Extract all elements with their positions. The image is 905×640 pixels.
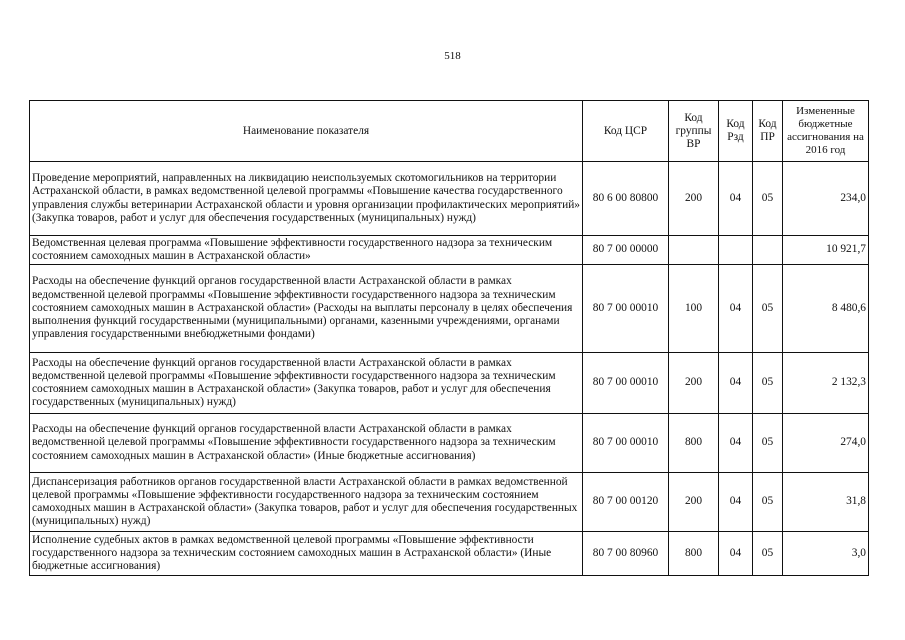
- row-rzd: 04: [719, 532, 753, 576]
- header-row: [30, 101, 869, 162]
- row-rzd: [719, 236, 753, 265]
- row-vr: 200: [669, 473, 719, 532]
- row-pr: 05: [753, 532, 783, 576]
- row-pr: 05: [753, 414, 783, 473]
- row-csr: 80 7 00 00010: [583, 265, 669, 353]
- row-vr: 800: [669, 532, 719, 576]
- row-csr: 80 7 00 00120: [583, 473, 669, 532]
- row-name: Расходы на обеспечение функций органов государственной власти Астраханской области в рамках ведомственной целевой программы «Повышение эффективности государственного надзора за техническим состоянием самоходных машин в Астраханской области» (Закупка товаров, работ и услуг для обеспечения государственных (муниципальных) нужд): [30, 353, 583, 414]
- row-name: Исполнение судебных актов в рамках ведомственной целевой программы «Повышение эффективности государственного надзора за техническим состоянием самоходных машин в Астраханской области» (Иные бюджетные ассигнования): [30, 532, 583, 576]
- budget-table: [29, 100, 869, 576]
- row-rzd: 04: [719, 162, 753, 236]
- row-rzd: 04: [719, 473, 753, 532]
- row-csr: 80 7 00 80960: [583, 532, 669, 576]
- row-rzd: 04: [719, 353, 753, 414]
- row-vr: [669, 236, 719, 265]
- header-pr: Код ПР: [753, 101, 783, 162]
- table-row: [30, 265, 869, 353]
- table-row: [30, 162, 869, 236]
- table-row: [30, 532, 869, 576]
- row-amount: 10 921,7: [783, 236, 869, 265]
- row-csr: 80 7 00 00010: [583, 414, 669, 473]
- table-row: [30, 473, 869, 532]
- row-csr: 80 7 00 00010: [583, 353, 669, 414]
- row-rzd: 04: [719, 265, 753, 353]
- header-vr: Код группы ВР: [669, 101, 719, 162]
- row-pr: 05: [753, 473, 783, 532]
- header-amount: Измененные бюджетные ассигнования на 2016 год: [783, 101, 869, 162]
- row-rzd: 04: [719, 414, 753, 473]
- row-name: Расходы на обеспечение функций органов государственной власти Астраханской области в рамках ведомственной целевой программы «Повышение эффективности государственного надзора за техническим состоянием самоходных машин в Астраханской области» (Иные бюджетные ассигнования): [30, 414, 583, 473]
- header-rzd: Код Рзд: [719, 101, 753, 162]
- row-pr: 05: [753, 162, 783, 236]
- row-pr: [753, 236, 783, 265]
- row-vr: 100: [669, 265, 719, 353]
- header-name: Наименование показателя: [30, 101, 583, 162]
- header-csr: Код ЦСР: [583, 101, 669, 162]
- row-pr: 05: [753, 265, 783, 353]
- row-amount: 31,8: [783, 473, 869, 532]
- page-number: 518: [444, 50, 461, 62]
- row-amount: 274,0: [783, 414, 869, 473]
- table-row: [30, 414, 869, 473]
- table-row: [30, 236, 869, 265]
- row-name: Проведение мероприятий, направленных на ликвидацию неиспользуемых скотомогильников на территории Астраханской области, в рамках ведомственной целевой программы «Повышение качества государственного управления службы ветеринарии Астраханской области и уровня организации профилактических мероприятий» (Закупка товаров, работ и услуг для обеспечения государственных (муниципальных) нужд): [30, 162, 583, 236]
- row-vr: 200: [669, 353, 719, 414]
- row-csr: 80 6 00 80800: [583, 162, 669, 236]
- row-name: Диспансеризация работников органов государственной власти Астраханской области в рамках ведомственной целевой программы «Повышение эффективности государственного надзора за техническим состоянием самоходных машин в Астраханской области» (Закупка товаров, работ и услуг для обеспечения государственных (муниципальных) нужд): [30, 473, 583, 532]
- row-pr: 05: [753, 353, 783, 414]
- row-amount: 234,0: [783, 162, 869, 236]
- row-amount: 8 480,6: [783, 265, 869, 353]
- table-row: [30, 353, 869, 414]
- row-csr: 80 7 00 00000: [583, 236, 669, 265]
- row-vr: 200: [669, 162, 719, 236]
- row-name: Ведомственная целевая программа «Повышение эффективности государственного надзора за техническим состоянием самоходных машин в Астраханской области»: [30, 236, 583, 265]
- row-amount: 3,0: [783, 532, 869, 576]
- row-vr: 800: [669, 414, 719, 473]
- row-name: Расходы на обеспечение функций органов государственной власти Астраханской области в рамках ведомственной целевой программы «Повышение эффективности государственного надзора за техническим состоянием самоходных машин в Астраханской области» (Расходы на выплаты персоналу в целях обеспечения выполнения функций государственными (муниципальными) органами, казенными учреждениями, органами управления государственными внебюджетными фондами): [30, 265, 583, 353]
- row-amount: 2 132,3: [783, 353, 869, 414]
